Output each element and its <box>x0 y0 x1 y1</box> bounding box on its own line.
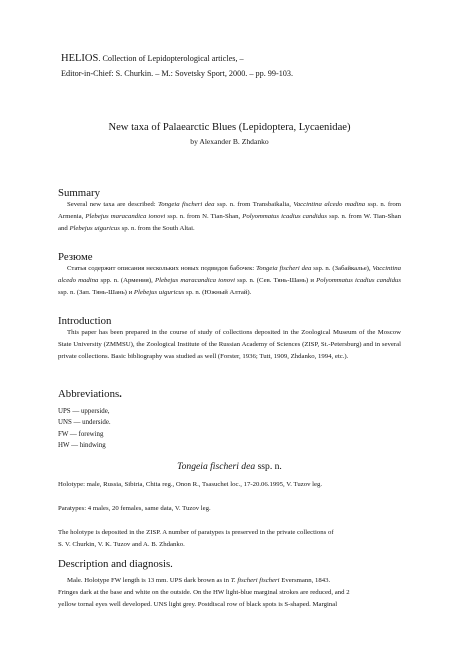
description-line-2: Fringes dark at the base and white on the outside. On the HW light-blue marginal strokes are reduced, and 2 <box>58 589 350 596</box>
journal-header-line-1: HELIOS. Collection of Lepidopterological articles, – <box>61 53 244 64</box>
species-heading: Tongeia fischeri dea ssp. n. <box>177 461 282 472</box>
paper-author: by Alexander B. Zhdanko <box>190 137 269 146</box>
deposit-line-1: The holotype is deposited in the ZISP. A number of paratypes is preserved in the private collections of <box>58 529 334 536</box>
abbreviation-item: FW — forewing <box>58 430 104 438</box>
abbreviation-item: UNS — underside. <box>58 419 111 427</box>
abbreviation-item: UPS — upperside, <box>58 408 110 415</box>
paratypes-text: Paratypes: 4 males, 20 females, same data, V. Tuzov leg. <box>58 505 211 512</box>
abbreviations-list <box>58 406 111 451</box>
journal-header-line-2: Editor-in-Chief: S. Churkin. – M.: Sovetsky Sport, 2000. – pp. 99-103. <box>61 69 294 78</box>
abbreviation-item: HW — hindwing <box>58 441 106 449</box>
introduction-heading: Introduction <box>58 315 112 327</box>
resume-heading: Резюме <box>58 251 93 263</box>
deposit-line-2: S. V. Churkin, V. K. Tuzov and A. B. Zhdanko. <box>58 541 185 548</box>
description-heading: Description and diagnosis. <box>58 558 173 570</box>
resume-text: Статья содержит описания нескольких новых подвидов бабочек: Tongeia fischeri dea ssp. n. (Забайкалье), Vaccintina alcedo madina spp. n. (Армения), Plebejus maracandica ionovi ssp. n. (Сев. Тянь-Шань) и Polyommatus icadius candidus ssp. n. (Зап. Тянь-Шань) и Plebejus uiguricus sp. n. (Южный Алтай). <box>58 265 401 297</box>
description-line-1: Male. Holotype FW length is 13 mm. UPS dark brown as in T. fischeri fischeri Eversmann, 1843. <box>67 577 331 584</box>
holotype-text: Holotype: male, Russia, Sibiria, Chita reg., Onon R., Tsasuchei loc., 17-20.06.1995, V. Tuzov leg. <box>58 481 323 488</box>
paper-title: New taxa of Palaearctic Blues (Lepidoptera, Lycaenidae) <box>108 122 351 133</box>
abbreviations-heading: Abbreviations. <box>58 388 122 400</box>
summary-heading: Summary <box>58 187 100 199</box>
description-line-3: yellow tornal eyes well developed. UNS light grey. Postdiscal row of black spots is S-shaped. Marginal <box>58 601 338 608</box>
introduction-text: This paper has been prepared in the course of study of collections deposited in the Zoological Museum of the Moscow State University (ZMMSU), the Zoological Institute of the Russian Academy of Sciences (ZISP, St.-Petersburg) and in several private collections. Basic bibliography was studied as well (Forster, 1936; Tutt, 1909, Zhdanko, 1994, etc.). <box>58 329 401 361</box>
journal-name: HELIOS <box>61 53 99 64</box>
summary-text: Several new taxa are described: Tongeia fischeri dea ssp. n. from Transbaikalia, Vaccintina alcedo madina ssp. n. from Armenia, Plebejus maracandica ionovi ssp. n. from N. Tian-Shan, Polyommatus icadius candidus ssp. n. from W. Tian-Shan and Plebejus uiguricus sp. n. from the South Altai. <box>58 201 402 233</box>
